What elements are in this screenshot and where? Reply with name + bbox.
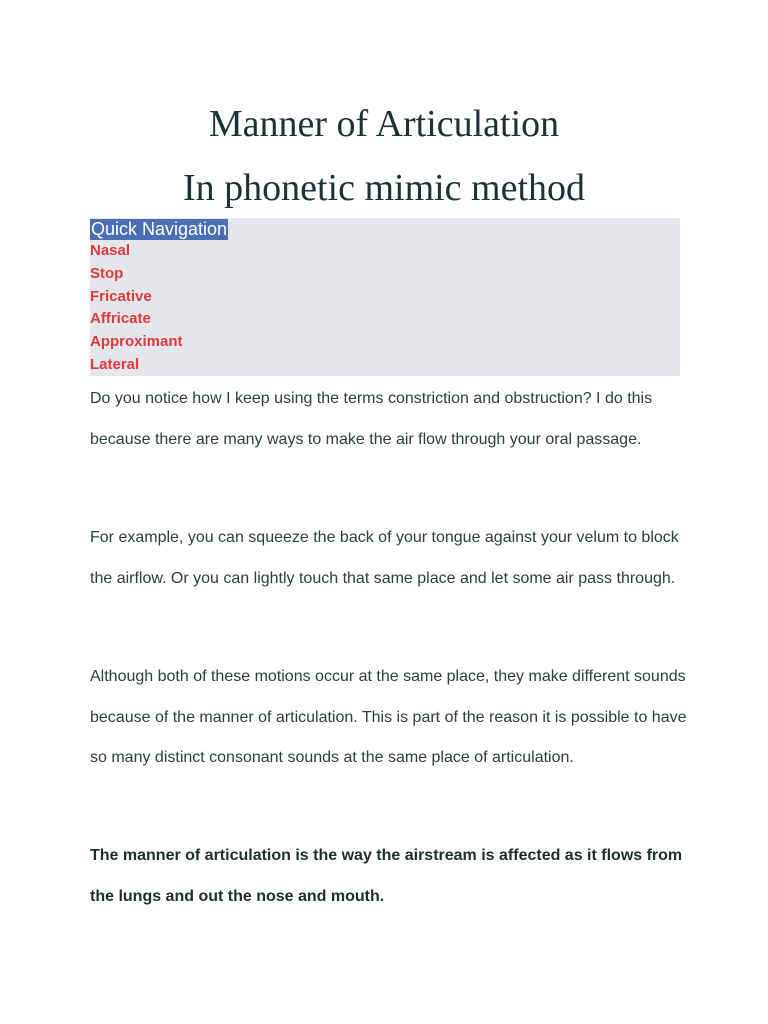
paragraph-same-place: Although both of these motions occur at the same place, they make different sounds because of the manner of articulation. This is part of the reason it is possible to have so many distinct consonant sounds at the same place of articulation. (90, 668, 687, 766)
quick-navigation-heading[interactable]: Quick Navigation (91, 219, 228, 239)
title-line-1: Manner of Articulation (208, 103, 560, 145)
nav-link-fricative[interactable]: Fricative (90, 287, 152, 305)
quick-navigation-list (90, 240, 183, 377)
nav-link-lateral[interactable]: Lateral (90, 355, 140, 373)
quick-navigation-box (90, 218, 680, 376)
paragraph-example: For example, you can squeeze the back of your tongue against your velum to block the airflow. Or you can lightly touch that same place and let some air pass through. (90, 529, 679, 587)
page-title (0, 92, 768, 220)
nav-link-affricate[interactable]: Affricate (90, 310, 151, 328)
nav-link-approximant[interactable]: Approximant (90, 333, 183, 351)
nav-link-stop[interactable]: Stop (90, 264, 124, 282)
paragraph-definition: The manner of articulation is the way the airstream is affected as it flows from the lungs and out the nose and mouth. (90, 847, 683, 905)
paragraph-constriction: Do you notice how I keep using the terms constriction and obstruction? I do this because there are many ways to make the air flow through your oral passage. (90, 390, 653, 448)
title-line-2: In phonetic mimic method (182, 167, 586, 209)
nav-link-nasal[interactable]: Nasal (90, 242, 131, 259)
